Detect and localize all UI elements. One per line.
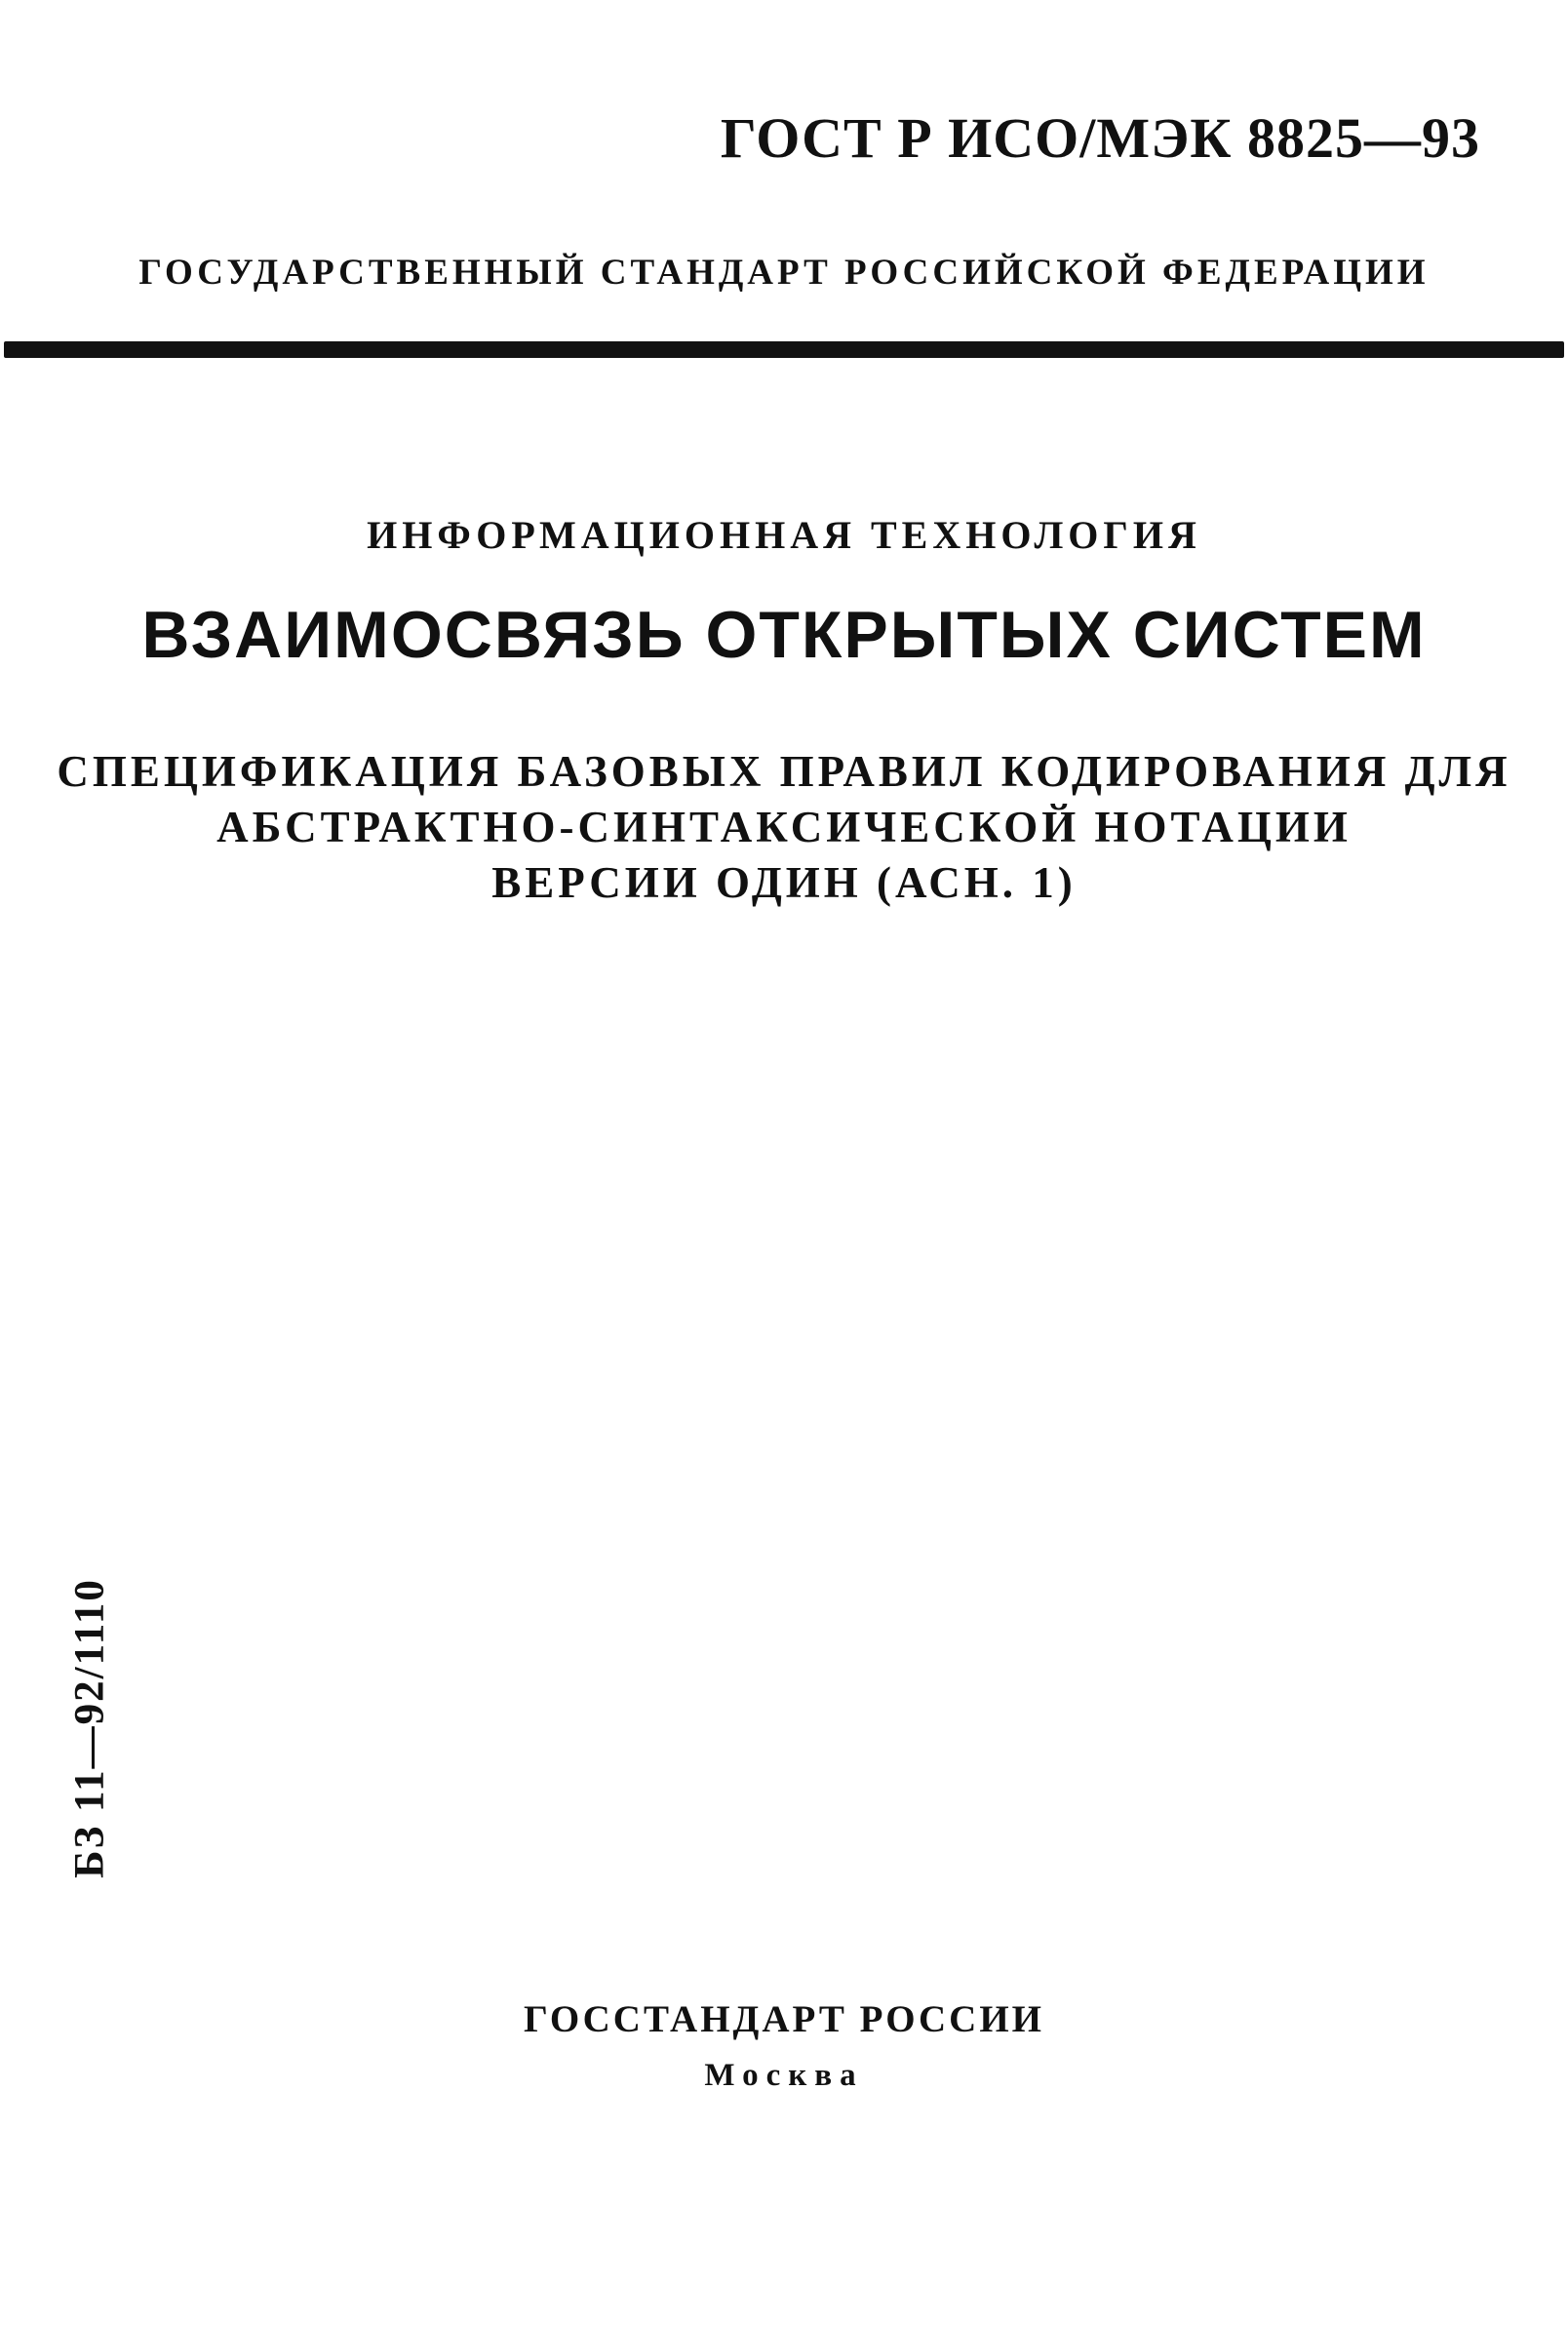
header-divider-rule bbox=[4, 341, 1564, 358]
catalog-code-vertical: БЗ 11—92/1110 bbox=[66, 1578, 113, 1878]
subtitle-line: АБСТРАКТНО-СИНТАКСИЧЕСКОЙ НОТАЦИИ bbox=[216, 803, 1352, 851]
subtitle-line: ВЕРСИИ ОДИН (АСН. 1) bbox=[491, 858, 1077, 907]
subject-heading: ИНФОРМАЦИОННАЯ ТЕХНОЛОГИЯ bbox=[367, 513, 1201, 557]
publication-city: Москва bbox=[704, 2058, 864, 2093]
main-title: ВЗАИМОСВЯЗЬ ОТКРЫТЫХ СИСТЕМ bbox=[141, 598, 1427, 672]
subtitle-line: СПЕЦИФИКАЦИЯ БАЗОВЫХ ПРАВИЛ КОДИРОВАНИЯ ДЛЯ bbox=[57, 747, 1511, 796]
publisher-name: ГОССТАНДАРТ РОССИИ bbox=[523, 1998, 1045, 2040]
state-standard-heading: ГОСУДАРСТВЕННЫЙ СТАНДАРТ РОССИЙСКОЙ ФЕДЕРАЦИИ bbox=[138, 253, 1430, 293]
standard-designation: ГОСТ Р ИСО/МЭК 8825—93 bbox=[720, 106, 1480, 170]
